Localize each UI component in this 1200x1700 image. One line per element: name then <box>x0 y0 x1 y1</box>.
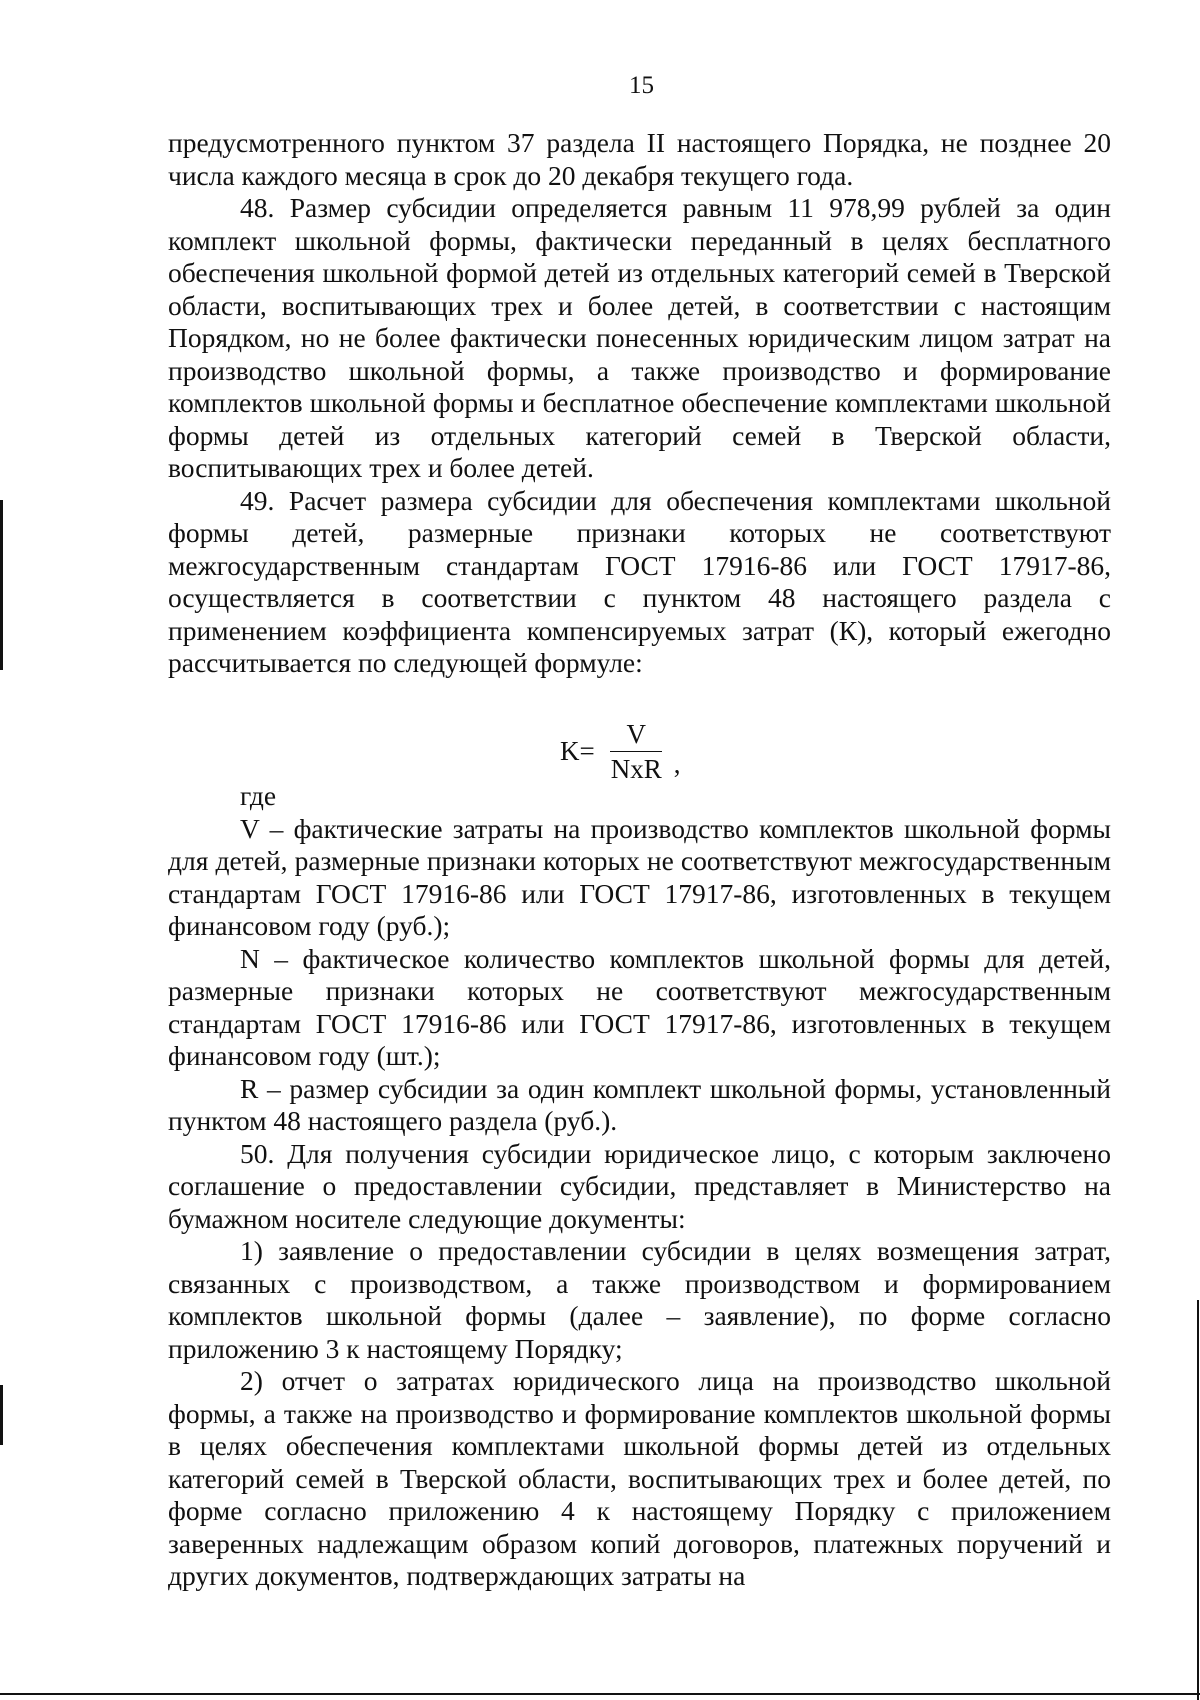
definition-r: R – размер субсидии за один комплект школьной формы, установленный пунктом 48 настоящего раздела (руб.). <box>168 1072 1111 1136</box>
scan-edge-bottom <box>0 1693 1200 1695</box>
list-item-1: 1) заявление о предоставлении субсидии в целях возмещения затрат, связанных с производством, а также производством и формированием комплектов школьной формы (далее – заявление), по форме согласно приложению 3 к настоящему Порядку; <box>168 1235 1111 1364</box>
scan-edge-left <box>0 500 3 670</box>
page-number: 15 <box>629 72 654 99</box>
formula-denominator: NxR <box>610 753 662 784</box>
list-item-2: 2) отчет о затратах юридического лица на производство школьной формы, а также на производство и формирование комплектов школьной формы в целях обеспечения комплектами школьной формы детей из отдельных категорий семей в Тверской области, воспитывающих трех и более детей, по форме согласно приложению 4 к настоящему Порядку с приложением заверенных надлежащим образом копий договоров, платежных поручений и других документов, подтверждающих затраты на <box>168 1365 1111 1591</box>
definition-v: V – фактические затраты на производство комплектов школьной формы для детей, размерные признаки которых не соответствуют межгосударственным стандартам ГОСТ 17916-86 или ГОСТ 17917-86, изготовленных в текущем финансовом году (руб.); <box>168 812 1111 941</box>
formula-numerator: V <box>610 719 662 752</box>
document-body-top <box>168 127 1111 680</box>
formula-lhs: K= <box>560 735 595 766</box>
paragraph-50: 50. Для получения субсидии юридическое лицо, с которым заключено соглашение о предоставлении субсидии, представляет в Министерство на бумажном носителе следующие документы: <box>168 1137 1111 1234</box>
paragraph-48: 48. Размер субсидии определяется равным 11 978,99 рублей за один комплект школьной формы, фактически переданный в целях бесплатного обеспечения школьной формой детей из отдельных категорий семей в Тверской области, воспитывающих трех и более детей, в соответствии с настоящим Порядком, но не более фактически понесенных юридическим лицом затрат на производство школьной формы, а также производство и формирование комплектов школьной формы и бесплатное обеспечение комплектами школьной формы детей из отдельных категорий семей в Тверской области, воспитывающих трех и более детей. <box>168 192 1111 483</box>
formula-fraction <box>605 719 668 784</box>
where-label: где <box>240 780 277 811</box>
formula <box>560 720 681 782</box>
paragraph-continuation: предусмотренного пунктом 37 раздела II настоящего Порядка, не позднее 20 числа каждого месяца в срок до 20 декабря текущего года. <box>168 127 1111 191</box>
definition-n: N – фактическое количество комплектов школьной формы для детей, размерные признаки которых не соответствуют межгосударственным стандартам ГОСТ 17916-86 или ГОСТ 17917-86, изготовленных в текущем финансовом году (шт.); <box>168 942 1111 1071</box>
formula-comma: , <box>673 749 681 779</box>
document-body-bottom <box>168 780 1111 1593</box>
scan-edge-left-lower <box>0 1385 3 1445</box>
paragraph-49: 49. Расчет размера субсидии для обеспечения комплектами школьной формы детей, размерные признаки которых не соответствуют межгосударственным стандартам ГОСТ 17916-86 или ГОСТ 17917-86, осуществляется в соответствии с пунктом 48 настоящего раздела с применением коэффициента компенсируемых затрат (К), который ежегодно рассчитывается по следующей формуле: <box>168 484 1111 678</box>
scan-edge-right <box>1197 1300 1199 1700</box>
